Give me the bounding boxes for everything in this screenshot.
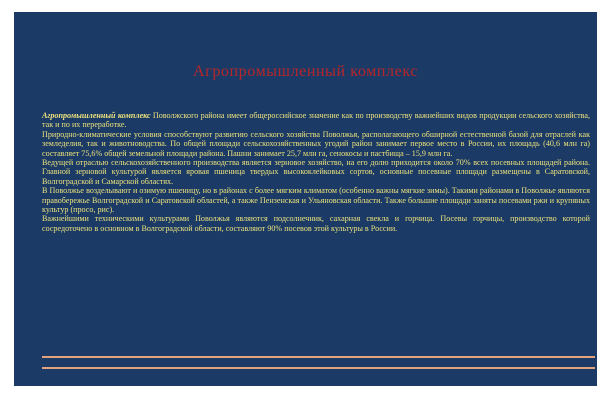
paragraph-1 (42, 111, 590, 130)
paragraph-3: Ведущей отраслью сельскохозяйственного производства является зерновое хозяйство, на его долю приходится около 70% всех посевных площадей района. Главной зерновой культурой является яровая пшеница твердых высококлейковых сортов, основные посевные площади размещены в Саратовской, Волгоградской и Самарской областях. (42, 158, 590, 186)
paragraph-2: Природно-климатические условия способствуют развитию сельского хозяйства Поволжья, располагающего обширной естественной базой для отраслей как земледелия, так и животноводства. По общей площади сельскохозяйственных угодий район занимает первое место в России, их площадь (40,6 млн га) составляет 75,6% общей земельной площади района. Пашни занимает 25,7 млн га, сенокосы и пастбища – 15,9 млн га. (42, 129, 590, 158)
lead-term: Агропромышленный комплекс (42, 111, 151, 120)
paragraph-4: В Поволжье возделывают и озимую пшеницу, но в районах с более мягким климатом (особенно важны мягкие зимы). Такими районами в Поволжье являются правобережье Волгоградской и Саратовской областей, а также Пензенская и Ульяновская области. Также большие площади заняты посевами ржи и крупяных культур (просо, рис). (42, 186, 590, 215)
decorative-rule-bottom (42, 367, 595, 369)
paragraph-5: Важнейшими техническими культурами Поволжья являются подсолнечник, сахарная свекла и горчица. Посевы горчицы, производство которой сосредоточено в основном в Волгоградской области, составляют 90% посевов этой культуры в России. (42, 214, 590, 233)
slide-body-text (42, 111, 590, 233)
slide (14, 12, 597, 386)
paragraph-1-text: Поволжского района имеет общероссийское значение как по производству важнейших видов продукции сельского хозяйства, так и по их переработке. (42, 111, 590, 130)
slide-title: Агропромышленный комплекс (193, 63, 418, 80)
decorative-rule-top (42, 356, 595, 358)
